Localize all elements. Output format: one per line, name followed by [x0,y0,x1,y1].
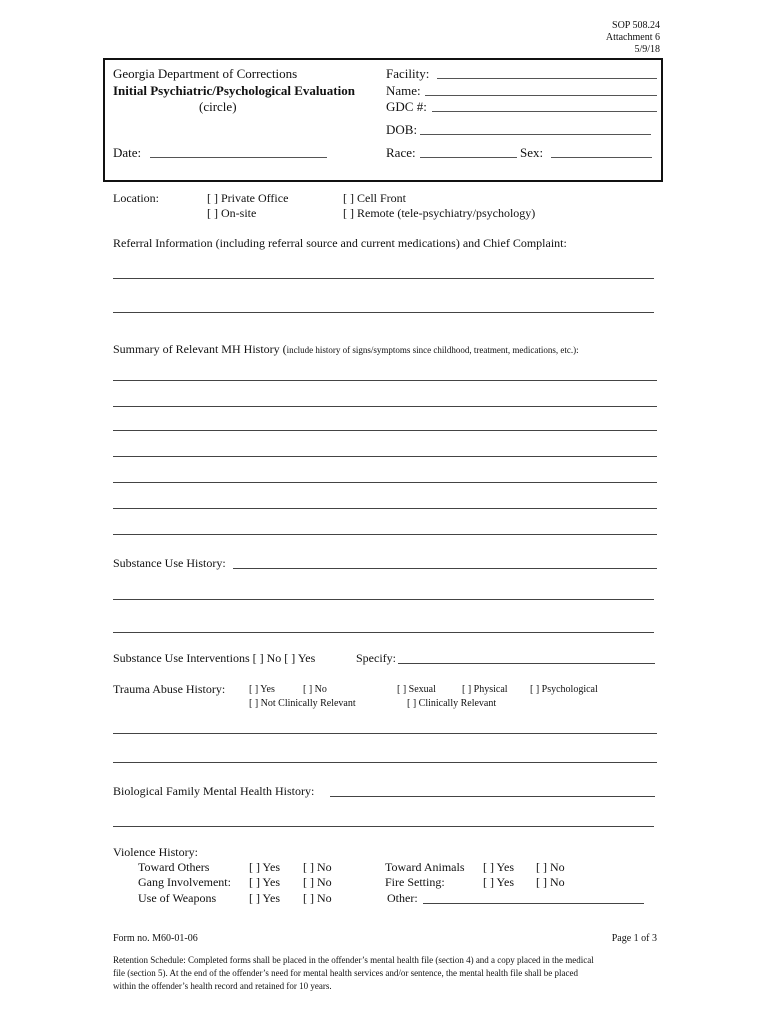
date-label: Date: [113,145,142,160]
trauma-line[interactable] [113,762,657,763]
trauma-no[interactable]: [ ] No [303,684,327,695]
facility-label: Facility: [386,66,430,81]
trauma-label: Trauma Abuse History: [113,682,226,696]
page-number: Page 1 of 3 [611,933,657,944]
mh-history-line[interactable] [113,482,657,483]
mh-history-line[interactable] [113,380,657,381]
gdc-label: GDC #: [386,99,427,114]
violence-row-no[interactable]: [ ] No [303,860,332,874]
date-field[interactable] [150,157,327,158]
specify-field[interactable] [398,663,655,664]
retention-line-3: within the offender’s health record and retained for 10 years. [113,981,332,991]
violence-row-label: Use of Weapons [138,891,217,905]
animals-label: Toward Animals [385,860,465,874]
sex-field[interactable] [551,157,652,158]
sop-attachment: Attachment 6 [605,32,660,43]
form-title: Initial Psychiatric/Psychological Evaluation [113,83,355,98]
mh-history-line[interactable] [113,508,657,509]
substance-history-line[interactable] [113,599,654,600]
referral-line[interactable] [113,312,654,313]
violence-row-yes[interactable]: [ ] Yes [249,891,281,905]
fire-no[interactable]: [ ] No [536,875,565,889]
violence-label: Violence History: [113,845,198,859]
sop-number: SOP 508.24 [612,20,660,31]
race-field[interactable] [420,157,517,158]
location-cell-front[interactable]: [ ] Cell Front [343,191,406,205]
substance-interventions[interactable]: Substance Use Interventions [ ] No [ ] Yes [113,651,316,665]
trauma-sexual[interactable]: [ ] Sexual [397,684,436,695]
family-history-label: Biological Family Mental Health History: [113,784,315,798]
race-label: Race: [386,145,416,160]
violence-row-yes[interactable]: [ ] Yes [249,875,281,889]
location-label: Location: [113,191,159,205]
violence-row-no[interactable]: [ ] No [303,875,332,889]
trauma-physical[interactable]: [ ] Physical [462,684,508,695]
trauma-not-relevant[interactable]: [ ] Not Clinically Relevant [249,698,356,709]
substance-history-label: Substance Use History: [113,556,226,570]
animals-yes[interactable]: [ ] Yes [483,860,515,874]
referral-line[interactable] [113,278,654,279]
trauma-yes[interactable]: [ ] Yes [249,684,275,695]
fire-yes[interactable]: [ ] Yes [483,875,515,889]
mh-history-line[interactable] [113,406,657,407]
circle-note: (circle) [199,99,237,114]
mh-history-line[interactable] [113,456,657,457]
violence-row-label: Toward Others [138,860,210,874]
trauma-psychological[interactable]: [ ] Psychological [530,684,598,695]
name-field[interactable] [425,95,657,96]
other-label: Other: [387,891,418,905]
other-field[interactable] [423,903,644,904]
substance-history-field[interactable] [233,568,657,569]
mh-history-label: Summary of Relevant MH History (include history of signs/symptoms since childhood, treatment, medications, etc.): [113,342,579,356]
animals-no[interactable]: [ ] No [536,860,565,874]
name-label: Name: [386,83,421,98]
violence-row-yes[interactable]: [ ] Yes [249,860,281,874]
facility-field[interactable] [437,78,657,79]
specify-label: Specify: [356,651,396,665]
dob-label: DOB: [386,122,418,137]
violence-row-no[interactable]: [ ] No [303,891,332,905]
form-number: Form no. M60-01-06 [113,933,198,944]
family-history-field[interactable] [330,796,655,797]
mh-history-line[interactable] [113,534,657,535]
fire-label: Fire Setting: [385,875,445,889]
trauma-line[interactable] [113,733,657,734]
dob-field[interactable] [420,134,651,135]
sex-label: Sex: [520,145,544,160]
retention-line-2: file (section 5). At the end of the offender’s need for mental health services and/or sentence, the mental health file shall be placed [113,968,578,978]
substance-history-line[interactable] [113,632,654,633]
gdc-field[interactable] [432,111,657,112]
retention-line-1: Retention Schedule: Completed forms shall be placed in the offender’s mental health file (section 4) and a copy placed in the medical [113,955,594,965]
location-on-site[interactable]: [ ] On-site [207,206,257,220]
mh-history-line[interactable] [113,430,657,431]
sop-date: 5/9/18 [634,44,660,55]
location-remote[interactable]: [ ] Remote (tele-psychiatry/psychology) [343,206,536,220]
referral-label: Referral Information (including referral source and current medications) and Chief Complaint: [113,236,567,250]
location-private-office[interactable]: [ ] Private Office [207,191,289,205]
trauma-relevant[interactable]: [ ] Clinically Relevant [407,698,497,709]
family-history-line[interactable] [113,826,654,827]
department-name: Georgia Department of Corrections [113,66,298,81]
violence-row-label: Gang Involvement: [138,875,231,889]
